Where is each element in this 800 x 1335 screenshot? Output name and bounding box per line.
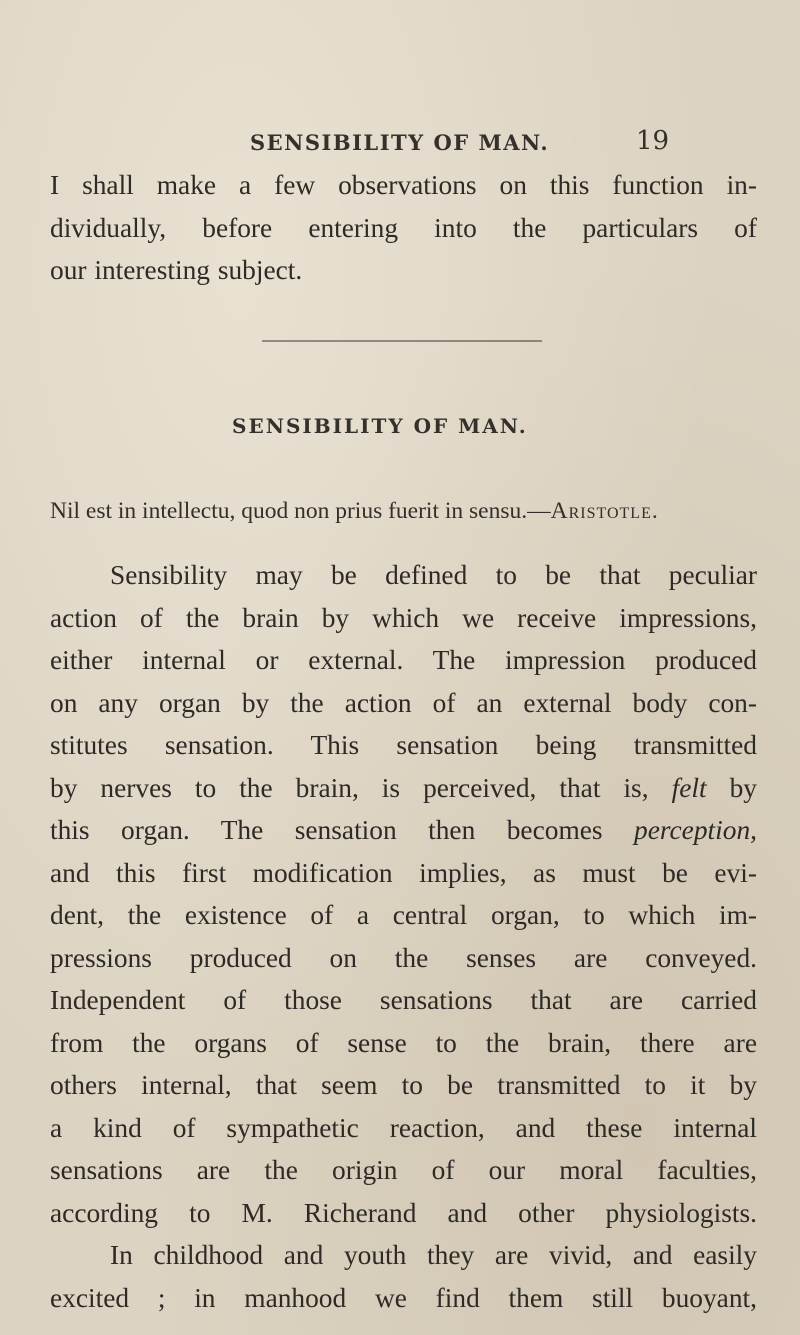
intro-line: dividually, before entering into the particulars of [50, 212, 757, 243]
body-paragraph [50, 554, 757, 1319]
body-line: In childhood and youth they are vivid, and easily [110, 1240, 757, 1270]
body-line: according to M. Richerand and other physiologists. [50, 1197, 757, 1228]
epigraph-quote: Nil est in intellectu, quod non prius fuerit in sensu.— [50, 498, 551, 524]
body-line: and this first modification implies, as must be evi- [50, 857, 757, 888]
body-line [50, 809, 757, 852]
intro-paragraph [50, 164, 757, 292]
body-line [50, 767, 757, 810]
body-line: on any organ by the action of an external body con- [50, 687, 757, 718]
body-line: a kind of sympathetic reaction, and these internal [50, 1112, 757, 1143]
page-number: 19 [636, 126, 670, 156]
body-line: from the organs of sense to the brain, there are [50, 1027, 757, 1058]
section-title: SENSIBILITY OF MAN. [232, 414, 528, 438]
body-line: dent, the existence of a central organ, to which im- [50, 900, 757, 930]
body-line: excited ; in manhood we find them still buoyant, [50, 1282, 757, 1313]
body-line: Independent of those sensations that are carried [50, 985, 757, 1015]
body-line: stitutes sensation. This sensation being transmitted [50, 730, 757, 760]
emphasis-perception: perception, [634, 815, 757, 845]
running-head: SENSIBILITY OF MAN. [250, 130, 550, 155]
epigraph [50, 498, 659, 525]
body-text: by [729, 772, 757, 803]
section-divider [262, 340, 542, 342]
body-line: Sensibility may be defined to be that peculiar [110, 560, 757, 590]
body-line: either internal or external. The impression produced [50, 645, 757, 675]
body-line: pressions produced on the senses are conveyed. [50, 942, 757, 973]
body-line: sensations are the origin of our moral faculties, [50, 1155, 757, 1185]
epigraph-author: Aristotle. [550, 498, 659, 524]
emphasis-felt: felt [671, 772, 707, 803]
body-line: others internal, that seem to be transmitted to it by [50, 1070, 757, 1100]
intro-line: I shall make a few observations on this function in- [50, 170, 757, 200]
body-text: this organ. The sensation then becomes [50, 815, 603, 845]
body-line: action of the brain by which we receive impressions, [50, 602, 757, 633]
intro-line: our interesting subject. [50, 255, 303, 285]
body-text: by nerves to the brain, is perceived, that is, [50, 772, 649, 803]
